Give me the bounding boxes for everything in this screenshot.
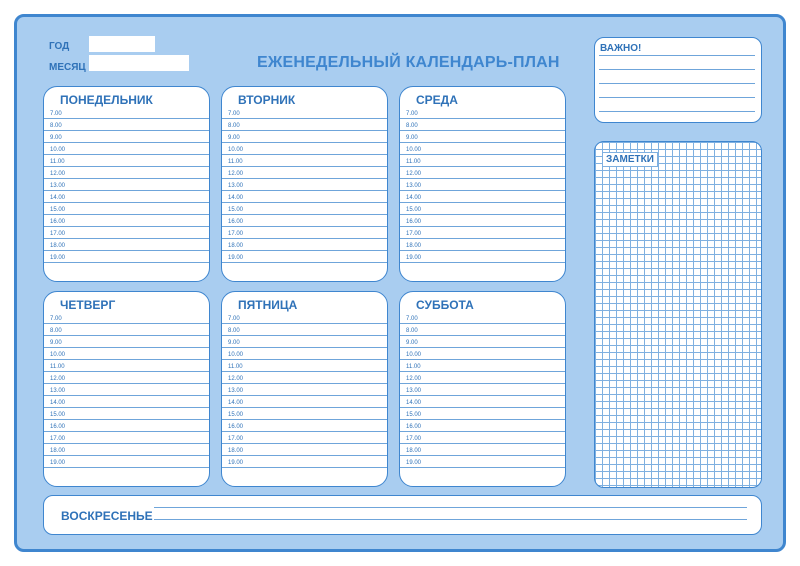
time-slot-row[interactable] <box>400 396 565 408</box>
time-slot-row[interactable] <box>222 191 387 203</box>
important-box[interactable] <box>594 37 762 123</box>
day-name: СУББОТА <box>416 298 474 312</box>
time-label: 17.00 <box>228 436 244 442</box>
time-label: 18.00 <box>50 243 66 249</box>
important-line <box>599 83 755 84</box>
time-slot-row[interactable] <box>222 215 387 227</box>
time-slot-row[interactable] <box>400 179 565 191</box>
time-label: 16.00 <box>228 219 244 225</box>
time-slot-row[interactable] <box>400 312 565 324</box>
time-label: 11.00 <box>406 159 421 165</box>
time-slot-row[interactable] <box>222 312 387 324</box>
time-slot-row[interactable] <box>400 143 565 155</box>
important-line <box>599 97 755 98</box>
time-slot-row[interactable] <box>222 143 387 155</box>
time-label: 8.00 <box>228 123 240 129</box>
time-label: 16.00 <box>228 424 244 430</box>
time-slot-row[interactable] <box>400 167 565 179</box>
time-label: 7.00 <box>228 111 240 117</box>
time-slot-row[interactable] <box>44 167 209 179</box>
time-label: 8.00 <box>406 328 418 334</box>
time-slot-row[interactable] <box>44 107 209 119</box>
day-card[interactable] <box>399 291 566 487</box>
time-slot-row[interactable] <box>44 336 209 348</box>
time-label: 11.00 <box>406 364 421 370</box>
time-slot-row[interactable] <box>400 155 565 167</box>
time-label: 10.00 <box>228 147 244 153</box>
month-label: МЕСЯЦ <box>49 62 86 73</box>
time-slot-row[interactable] <box>400 408 565 420</box>
time-label: 12.00 <box>50 376 66 382</box>
time-slot-row[interactable] <box>222 107 387 119</box>
important-line <box>599 111 755 112</box>
time-label: 18.00 <box>228 243 244 249</box>
time-label: 19.00 <box>50 460 66 466</box>
time-label: 10.00 <box>406 352 422 358</box>
time-slot-row[interactable] <box>44 239 209 251</box>
time-slot-row[interactable] <box>222 420 387 432</box>
time-label: 12.00 <box>228 376 244 382</box>
time-label: 15.00 <box>228 207 244 213</box>
time-slot-row[interactable] <box>222 119 387 131</box>
time-label: 13.00 <box>228 388 244 394</box>
time-label: 12.00 <box>406 376 422 382</box>
time-label: 14.00 <box>228 400 244 406</box>
time-label: 12.00 <box>406 171 422 177</box>
time-slot-row[interactable] <box>222 384 387 396</box>
time-label: 17.00 <box>50 231 66 237</box>
time-label: 8.00 <box>228 328 240 334</box>
time-label: 16.00 <box>406 219 422 225</box>
month-field[interactable] <box>89 55 189 71</box>
time-label: 11.00 <box>228 364 243 370</box>
time-slot-row[interactable] <box>222 227 387 239</box>
day-name: ВТОРНИК <box>238 93 296 107</box>
time-slot-row[interactable] <box>400 372 565 384</box>
time-label: 17.00 <box>406 436 422 442</box>
notes-grid[interactable] <box>594 141 762 488</box>
time-slot-row[interactable] <box>400 456 565 468</box>
time-slot-row[interactable] <box>400 107 565 119</box>
time-slot-row[interactable] <box>44 396 209 408</box>
time-slot-row[interactable] <box>400 432 565 444</box>
day-card[interactable] <box>399 86 566 282</box>
time-label: 9.00 <box>228 135 240 141</box>
time-slot-row[interactable] <box>400 420 565 432</box>
time-slot-row[interactable] <box>222 239 387 251</box>
time-label: 19.00 <box>406 255 422 261</box>
time-label: 17.00 <box>406 231 422 237</box>
time-label: 7.00 <box>406 111 418 117</box>
time-label: 11.00 <box>50 364 65 370</box>
time-label: 14.00 <box>406 400 422 406</box>
time-slot-row[interactable] <box>222 408 387 420</box>
time-label: 15.00 <box>50 207 66 213</box>
time-slot-row[interactable] <box>44 324 209 336</box>
time-label: 15.00 <box>228 412 244 418</box>
time-label: 17.00 <box>50 436 66 442</box>
time-slot-row[interactable] <box>44 191 209 203</box>
time-slot-row[interactable] <box>44 444 209 456</box>
time-slot-row[interactable] <box>44 360 209 372</box>
time-slot-row[interactable] <box>222 251 387 263</box>
time-label: 18.00 <box>228 448 244 454</box>
important-title: ВАЖНО! <box>600 43 642 54</box>
time-label: 9.00 <box>406 340 418 346</box>
time-slot-row[interactable] <box>44 227 209 239</box>
time-slot-row[interactable] <box>222 396 387 408</box>
time-slot-row[interactable] <box>222 167 387 179</box>
time-slot-row[interactable] <box>44 420 209 432</box>
time-slot-row[interactable] <box>400 384 565 396</box>
time-slot-row[interactable] <box>44 215 209 227</box>
time-slot-row[interactable] <box>400 119 565 131</box>
time-label: 13.00 <box>406 388 422 394</box>
important-line <box>599 55 755 56</box>
time-label: 19.00 <box>50 255 66 261</box>
time-slot-row[interactable] <box>222 432 387 444</box>
time-slot-row[interactable] <box>44 408 209 420</box>
time-slot-row[interactable] <box>400 336 565 348</box>
time-slot-row[interactable] <box>44 432 209 444</box>
day-name: ПОНЕДЕЛЬНИК <box>60 93 153 107</box>
time-label: 9.00 <box>50 135 62 141</box>
time-label: 10.00 <box>50 147 66 153</box>
time-slot-row[interactable] <box>222 348 387 360</box>
time-slot-row[interactable] <box>400 348 565 360</box>
time-label: 18.00 <box>406 243 422 249</box>
time-label: 19.00 <box>228 255 244 261</box>
time-label: 9.00 <box>50 340 62 346</box>
time-slot-row[interactable] <box>222 444 387 456</box>
day-card[interactable] <box>221 86 388 282</box>
time-label: 10.00 <box>228 352 244 358</box>
time-label: 13.00 <box>50 388 66 394</box>
day-card-sunday[interactable] <box>43 495 762 535</box>
time-label: 8.00 <box>50 328 62 334</box>
time-slot-row[interactable] <box>44 384 209 396</box>
time-label: 16.00 <box>406 424 422 430</box>
time-label: 10.00 <box>406 147 422 153</box>
sunday-line <box>154 507 747 508</box>
time-slot-row[interactable] <box>44 131 209 143</box>
time-label: 14.00 <box>228 195 244 201</box>
time-label: 12.00 <box>228 171 244 177</box>
time-slot-row[interactable] <box>44 372 209 384</box>
time-slot-row[interactable] <box>400 191 565 203</box>
day-name: ЧЕТВЕРГ <box>60 298 116 312</box>
sunday-line <box>154 519 747 520</box>
time-label: 17.00 <box>228 231 244 237</box>
time-label: 16.00 <box>50 219 66 225</box>
time-slot-row[interactable] <box>400 251 565 263</box>
year-label: ГОД <box>49 41 70 52</box>
time-label: 9.00 <box>406 135 418 141</box>
time-label: 15.00 <box>406 412 422 418</box>
year-field[interactable] <box>89 36 155 52</box>
time-label: 7.00 <box>50 111 62 117</box>
time-slot-row[interactable] <box>222 456 387 468</box>
time-label: 13.00 <box>50 183 66 189</box>
time-label: 19.00 <box>406 460 422 466</box>
time-label: 11.00 <box>228 159 243 165</box>
notes-title: ЗАМЕТКИ <box>602 152 658 167</box>
time-label: 9.00 <box>228 340 240 346</box>
time-slot-row[interactable] <box>400 444 565 456</box>
time-slot-row[interactable] <box>222 155 387 167</box>
day-name: ВОСКРЕСЕНЬЕ <box>61 509 153 523</box>
page-title: ЕЖЕНЕДЕЛЬНЫЙ КАЛЕНДАРЬ-ПЛАН <box>257 54 560 71</box>
time-label: 14.00 <box>406 195 422 201</box>
time-slot-row[interactable] <box>400 324 565 336</box>
day-name: ПЯТНИЦА <box>238 298 298 312</box>
time-label: 15.00 <box>50 412 66 418</box>
time-label: 8.00 <box>50 123 62 129</box>
time-label: 8.00 <box>406 123 418 129</box>
time-slot-row[interactable] <box>222 324 387 336</box>
time-label: 14.00 <box>50 195 66 201</box>
time-label: 7.00 <box>228 316 240 322</box>
planner-sheet <box>14 14 786 552</box>
time-slot-row[interactable] <box>400 215 565 227</box>
time-slot-row[interactable] <box>400 203 565 215</box>
time-slot-row[interactable] <box>44 203 209 215</box>
time-slot-row[interactable] <box>44 155 209 167</box>
time-slot-row[interactable] <box>222 131 387 143</box>
time-slot-row[interactable] <box>44 179 209 191</box>
time-slot-row[interactable] <box>400 131 565 143</box>
day-card[interactable] <box>43 86 210 282</box>
time-label: 18.00 <box>406 448 422 454</box>
time-slot-row[interactable] <box>222 203 387 215</box>
time-slot-row[interactable] <box>222 372 387 384</box>
time-slot-row[interactable] <box>44 348 209 360</box>
day-card[interactable] <box>221 291 388 487</box>
time-slot-row[interactable] <box>44 143 209 155</box>
time-label: 7.00 <box>50 316 62 322</box>
time-slot-row[interactable] <box>400 239 565 251</box>
time-slot-row[interactable] <box>44 312 209 324</box>
day-name: СРЕДА <box>416 93 458 107</box>
time-label: 13.00 <box>228 183 244 189</box>
time-label: 14.00 <box>50 400 66 406</box>
time-label: 18.00 <box>50 448 66 454</box>
time-label: 16.00 <box>50 424 66 430</box>
time-label: 15.00 <box>406 207 422 213</box>
time-label: 19.00 <box>228 460 244 466</box>
time-slot-row[interactable] <box>400 360 565 372</box>
important-line <box>599 69 755 70</box>
day-card[interactable] <box>43 291 210 487</box>
time-label: 10.00 <box>50 352 66 358</box>
time-slot-row[interactable] <box>222 360 387 372</box>
time-slot-row[interactable] <box>44 251 209 263</box>
time-slot-row[interactable] <box>400 227 565 239</box>
time-label: 11.00 <box>50 159 65 165</box>
time-label: 13.00 <box>406 183 422 189</box>
time-slot-row[interactable] <box>222 336 387 348</box>
time-slot-row[interactable] <box>222 179 387 191</box>
time-slot-row[interactable] <box>44 456 209 468</box>
time-label: 7.00 <box>406 316 418 322</box>
time-slot-row[interactable] <box>44 119 209 131</box>
time-label: 12.00 <box>50 171 66 177</box>
